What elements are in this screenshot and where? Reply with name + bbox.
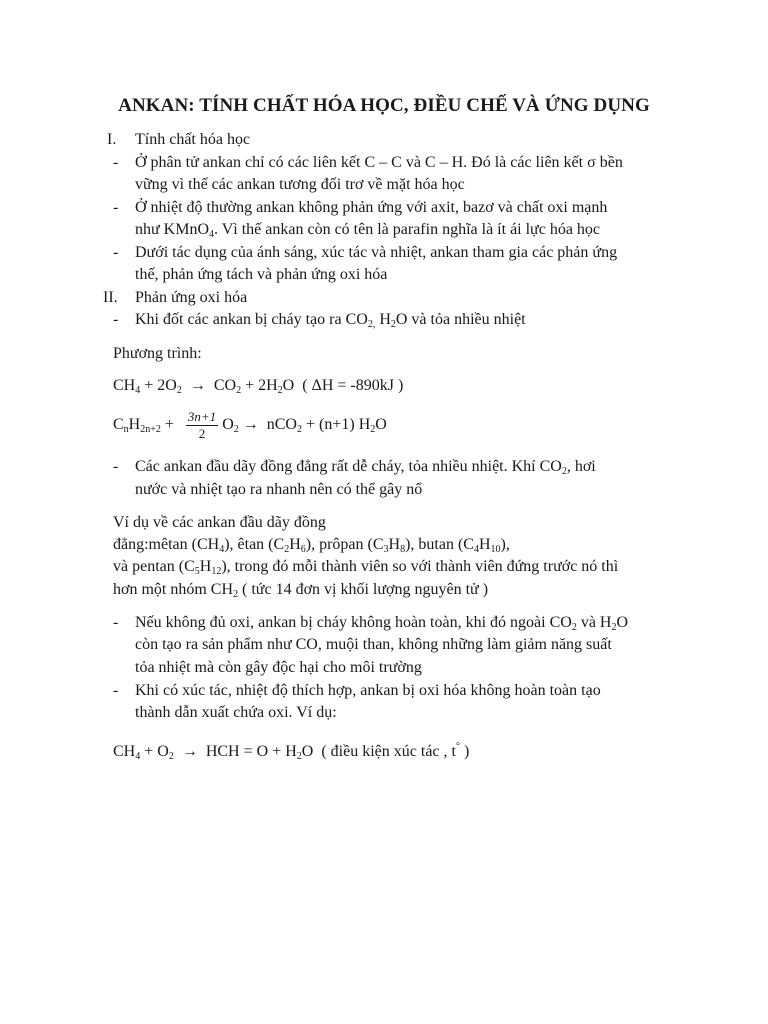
section-1-bullet-2-line-1: Ở nhiệt độ thường ankan không phản ứng với axit, bazơ và chất oxi mạnh bbox=[135, 199, 608, 216]
section-1-bullet-3-line-2: thế, phản ứng tách và phản ứng oxi hóa bbox=[135, 266, 388, 283]
bullet-dash: - bbox=[113, 682, 119, 699]
combustion-bullet-line-2: nước và nhiệt tạo ra nhanh nên có thể gây nổ bbox=[135, 481, 423, 498]
section-2-bullet-1: Khi đốt các ankan bị cháy tạo ra $CO_{2,}$ $H_2O$ và tỏa nhiều nhiệt bbox=[135, 311, 526, 330]
reaction-arrow-icon: → bbox=[242, 416, 259, 433]
section-1-bullet-1-line-1: Ở phân tử ankan chỉ có các liên kết C – C và C – H. Đó là các liên kết σ bền bbox=[135, 154, 623, 171]
section-1-heading: Tính chất hóa học bbox=[135, 131, 251, 148]
section-1-bullet-1-line-2: vững vì thế các ankan tương đối trơ về mặt hóa học bbox=[135, 176, 465, 193]
coefficient-fraction: $\frac{3n+1}{2}$ bbox=[187, 408, 217, 441]
example-line-4: hơn một nhóm $CH_2$ ( tức 14 đơn vị khối lượng nguyên tử ) bbox=[113, 581, 489, 600]
bullet-dash: - bbox=[113, 311, 119, 328]
example-line-2: đẳng:mêtan $(CH_4)$, êtan $(C_2H_6)$, prôpan $(C_3H_8)$, butan $(C_4H_{10})$, bbox=[113, 536, 510, 555]
document-title: ANKAN: TÍNH CHẤT HÓA HỌC, ĐIỀU CHẾ VÀ ỨNG DỤNG bbox=[118, 95, 650, 116]
section-2-number: II. bbox=[103, 289, 118, 306]
catalytic-oxidation-line-1: Khi có xúc tác, nhiệt độ thích hợp, ankan bị oxi hóa không hoàn toàn tạo bbox=[135, 682, 601, 699]
section-2-heading: Phản ứng oxi hóa bbox=[135, 289, 248, 306]
equation-methane-combustion: $CH_4 + 2O_2 \to CO_2 + 2H_2O$ ( ΔH = -890kJ ) bbox=[113, 377, 404, 396]
equation-partial-oxidation: $CH_4 + O_2$ → HCH = $O + H_2O$ ( điều kiện xúc tác , t° ) bbox=[113, 741, 470, 762]
bullet-dash: - bbox=[113, 199, 119, 216]
section-1-bullet-3-line-1: Dưới tác dụng của ánh sáng, xúc tác và nhiệt, ankan tham gia các phản ứng bbox=[135, 244, 618, 261]
bullet-dash: - bbox=[113, 614, 119, 631]
bullet-dash: - bbox=[113, 154, 119, 171]
bullet-dash: - bbox=[113, 458, 119, 475]
incomplete-combustion-line-1: Nếu không đủ oxi, ankan bị cháy không hoàn toàn, khi đó ngoài $CO_2$ và $H_2O$ bbox=[135, 614, 629, 633]
bullet-dash: - bbox=[113, 244, 119, 261]
combustion-bullet-line-1: Các ankan đầu dãy đồng đẳng rất dễ cháy, tỏa nhiều nhiệt. Khí $CO_2$, hơi bbox=[135, 458, 596, 477]
section-1-number: I. bbox=[107, 131, 117, 148]
incomplete-combustion-line-2: còn tạo ra sản phẩm như CO, muội than, không những làm giảm năng suất bbox=[135, 636, 612, 653]
catalytic-oxidation-line-2: thành dẫn xuất chứa oxi. Ví dụ: bbox=[135, 704, 337, 721]
reaction-arrow-icon: → bbox=[189, 377, 206, 394]
incomplete-combustion-line-3: tỏa nhiệt mà còn gây độc hại cho môi trường bbox=[135, 659, 422, 676]
equation-intro: Phương trình: bbox=[113, 345, 202, 362]
example-line-1: Ví dụ về các ankan đầu dãy đồng bbox=[113, 514, 326, 531]
equation-general-combustion: $C_nH_{2n+2}$ + $\frac{3n+1}{2}$ $O_2 \to nCO_2 + (n+1)$ $H_2O$ bbox=[113, 408, 387, 441]
reaction-arrow-icon: → bbox=[181, 743, 198, 760]
example-line-3: và pentan $(C_5H_{12})$, trong đó mỗi thành viên so với thành viên đứng trước nó thì bbox=[113, 558, 619, 577]
section-1-bullet-2-line-2: như KMnO$_4$. Vì thế ankan còn có tên là parafin nghĩa là ít ái lực hóa học bbox=[135, 221, 601, 240]
